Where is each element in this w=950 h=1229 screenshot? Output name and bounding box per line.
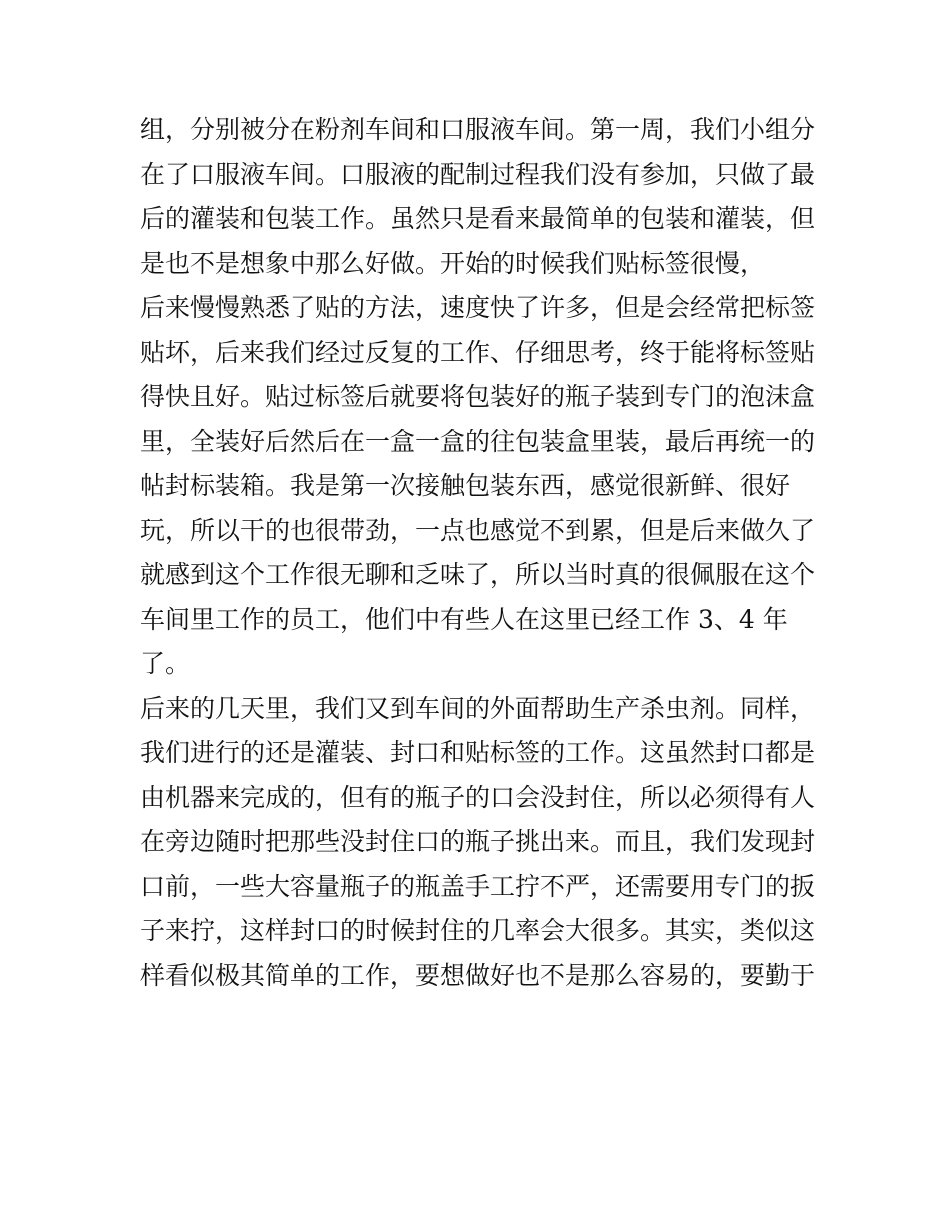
text-line: 后来的几天里，我们又到车间的外面帮助生产杀虫剂。同样，: [140, 693, 816, 723]
text-line: 口前，一些大容量瓶子的瓶盖手工拧不严，还需要用专门的扳: [140, 871, 816, 901]
text-line: 帖封标装箱。我是第一次接触包装东西，感觉很新鲜、很好: [140, 471, 791, 500]
text-line: 后来慢慢熟悉了贴的方法，速度快了许多，但是会经常把标签: [140, 293, 816, 322]
text-line: 是也不是想象中那么好做。开始的时候我们贴标签很慢，: [140, 248, 766, 278]
text-line: 里，全装好后然后在一盒一盒的往包装盒里装，最后再统一的: [140, 426, 816, 456]
text-line: 得快且好。贴过标签后就要将包装好的瓶子装到专门的泡沫盒: [140, 382, 816, 411]
text-line: 样看似极其简单的工作，要想做好也不是那么容易的，要勤于: [140, 960, 816, 990]
text-line: 我们进行的还是灌装、封口和贴标签的工作。这虽然封口都是: [140, 738, 816, 767]
text-line: 了。: [140, 649, 191, 678]
text-line: 后的灌装和包装工作。虽然只是看来最简单的包装和灌装，但: [140, 204, 816, 233]
text-line: 子来拧，这样封口的时候封住的几率会大很多。其实，类似这: [140, 916, 816, 945]
text-line: 组，分别被分在粉剂车间和口服液车间。第一周，我们小组分: [140, 115, 816, 144]
body-text: [140, 108, 820, 998]
text-line: 贴坏，后来我们经过反复的工作、仔细思考，终于能将标签贴: [140, 337, 816, 367]
text-line: 就感到这个工作很无聊和乏味了，所以当时真的很佩服在这个: [140, 560, 816, 589]
text-line: 在旁边随时把那些没封住口的瓶子挑出来。而且，我们发现封: [140, 827, 816, 856]
text-line: 玩，所以干的也很带劲，一点也感觉不到累，但是后来做久了: [140, 515, 816, 545]
text-line: 在了口服液车间。口服液的配制过程我们没有参加，只做了最: [140, 159, 816, 189]
text-line: 车间里工作的员工，他们中有些人在这里已经工作 3、4 年: [140, 604, 788, 634]
text-line: 由机器来完成的，但有的瓶子的口会没封住，所以必须得有人: [140, 782, 816, 812]
